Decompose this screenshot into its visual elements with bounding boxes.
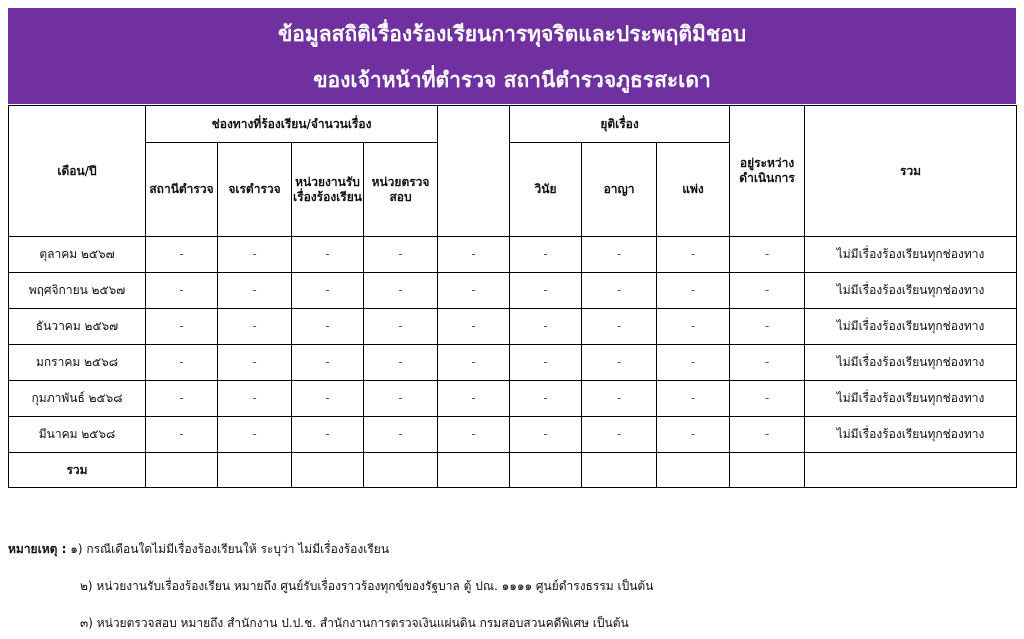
- cell: -: [438, 273, 510, 309]
- cell: [218, 453, 292, 488]
- total-cell: ไม่มีเรื่องร้องเรียนทุกช่องทาง: [805, 237, 1017, 273]
- cell: -: [364, 417, 438, 453]
- cell: -: [730, 273, 805, 309]
- cell: -: [292, 237, 364, 273]
- complaint-statistics-table: [8, 105, 1017, 488]
- header-channel-station: สถานีตำรวจ: [146, 143, 218, 237]
- cell: -: [582, 345, 657, 381]
- header-resolved-discipline: วินัย: [510, 143, 582, 237]
- total-cell: ไม่มีเรื่องร้องเรียนทุกช่องทาง: [805, 417, 1017, 453]
- cell: -: [146, 309, 218, 345]
- cell: [730, 453, 805, 488]
- notes-label: หมายเหตุ :: [8, 542, 67, 556]
- header-resolved-group: ยุติเรื่อง: [510, 106, 730, 143]
- cell: -: [292, 309, 364, 345]
- table-row: [9, 237, 1017, 273]
- table-row: [9, 417, 1017, 453]
- cell: -: [438, 381, 510, 417]
- cell: -: [730, 381, 805, 417]
- month-cell: ตุลาคม ๒๕๖๗: [9, 237, 146, 273]
- note-line-3: ๓) หน่วยตรวจสอบ หมายถึง สำนักงาน ป.ป.ช. สำนักงานการตรวจเงินแผ่นดิน กรมสอบสวนคดีพิเศษ เป็นต้น: [80, 616, 629, 630]
- table-row: [9, 345, 1017, 381]
- total-cell: ไม่มีเรื่องร้องเรียนทุกช่องทาง: [805, 273, 1017, 309]
- cell: -: [510, 345, 582, 381]
- cell: -: [510, 417, 582, 453]
- cell: -: [218, 309, 292, 345]
- cell: -: [364, 345, 438, 381]
- cell: -: [438, 309, 510, 345]
- cell: -: [657, 273, 730, 309]
- cell: -: [730, 309, 805, 345]
- note-line-1: [8, 540, 389, 559]
- cell: -: [657, 381, 730, 417]
- cell: -: [438, 417, 510, 453]
- month-cell: มกราคม ๒๕๖๘: [9, 345, 146, 381]
- cell: -: [146, 237, 218, 273]
- cell: -: [657, 417, 730, 453]
- cell: -: [292, 345, 364, 381]
- table-row: [9, 381, 1017, 417]
- title-line-2: ของเจ้าหน้าที่ตำรวจ สถานีตำรวจภูธรสะเดา: [313, 68, 711, 92]
- header-month: เดือน/ปี: [9, 106, 146, 237]
- cell: -: [582, 237, 657, 273]
- cell: -: [582, 417, 657, 453]
- cell: -: [292, 381, 364, 417]
- cell: -: [364, 309, 438, 345]
- cell: -: [730, 237, 805, 273]
- cell: [582, 453, 657, 488]
- cell: -: [146, 381, 218, 417]
- header-channel-audit: หน่วยตรวจสอบ: [364, 143, 438, 237]
- cell: -: [510, 273, 582, 309]
- cell: [146, 453, 218, 488]
- table-row: [9, 273, 1017, 309]
- cell: -: [218, 417, 292, 453]
- total-row: [9, 453, 1017, 488]
- total-cell: ไม่มีเรื่องร้องเรียนทุกช่องทาง: [805, 309, 1017, 345]
- cell: -: [292, 417, 364, 453]
- cell: -: [438, 345, 510, 381]
- month-cell: กุมภาพันธ์ ๒๕๖๘: [9, 381, 146, 417]
- note-1-text: ๑) กรณีเดือนใดไม่มีเรื่องร้องเรียนให้ ระบุว่า ไม่มีเรื่องร้องเรียน: [70, 542, 390, 556]
- cell: -: [730, 417, 805, 453]
- cell: -: [582, 381, 657, 417]
- table-row: [9, 309, 1017, 345]
- cell: [438, 453, 510, 488]
- cell: -: [218, 381, 292, 417]
- cell: -: [510, 309, 582, 345]
- month-cell: มีนาคม ๒๕๖๘: [9, 417, 146, 453]
- cell: -: [146, 417, 218, 453]
- header-row-1: [9, 106, 1017, 143]
- cell: -: [292, 273, 364, 309]
- month-cell: พฤศจิกายน ๒๕๖๗: [9, 273, 146, 309]
- cell: [657, 453, 730, 488]
- cell: -: [438, 237, 510, 273]
- title-line-1: ข้อมูลสถิติเรื่องร้องเรียนการทุจริตและประพฤติมิชอบ: [277, 22, 747, 46]
- cell: -: [146, 273, 218, 309]
- cell: [510, 453, 582, 488]
- total-cell: ไม่มีเรื่องร้องเรียนทุกช่องทาง: [805, 345, 1017, 381]
- header-resolved-criminal: อาญา: [582, 143, 657, 237]
- cell: -: [510, 381, 582, 417]
- cell: -: [657, 345, 730, 381]
- cell: -: [510, 237, 582, 273]
- cell: -: [657, 309, 730, 345]
- cell: -: [582, 273, 657, 309]
- cell: -: [364, 381, 438, 417]
- cell: -: [657, 237, 730, 273]
- total-cell: ไม่มีเรื่องร้องเรียนทุกช่องทาง: [805, 381, 1017, 417]
- title-banner: [8, 8, 1016, 104]
- cell: -: [364, 237, 438, 273]
- cell: -: [146, 345, 218, 381]
- header-pending: อยู่ระหว่างดำเนินการ: [730, 106, 805, 237]
- month-cell: ธันวาคม ๒๕๖๗: [9, 309, 146, 345]
- cell: [805, 453, 1017, 488]
- total-row-label: รวม: [9, 453, 146, 488]
- cell: [292, 453, 364, 488]
- header-resolved-civil: แพ่ง: [657, 143, 730, 237]
- cell: [364, 453, 438, 488]
- header-blank: [438, 106, 510, 237]
- cell: -: [218, 237, 292, 273]
- header-channel-inspector: จเรตำรวจ: [218, 143, 292, 237]
- header-total: รวม: [805, 106, 1017, 237]
- cell: -: [218, 273, 292, 309]
- header-channels-group: ช่องทางที่ร้องเรียน/จำนวนเรื่อง: [146, 106, 438, 143]
- note-line-2: ๒) หน่วยงานรับเรื่องร้องเรียน หมายถึง ศูนย์รับเรื่องราวร้องทุกข์ของรัฐบาล ตู้ ปณ. ๑๑๑๑ ศูนย์ดำรงธรรม เป็นต้น: [80, 579, 654, 593]
- cell: -: [582, 309, 657, 345]
- cell: -: [218, 345, 292, 381]
- cell: -: [364, 273, 438, 309]
- header-channel-agency: หน่วยงานรับเรื่องร้องเรียน: [292, 143, 364, 237]
- cell: -: [730, 345, 805, 381]
